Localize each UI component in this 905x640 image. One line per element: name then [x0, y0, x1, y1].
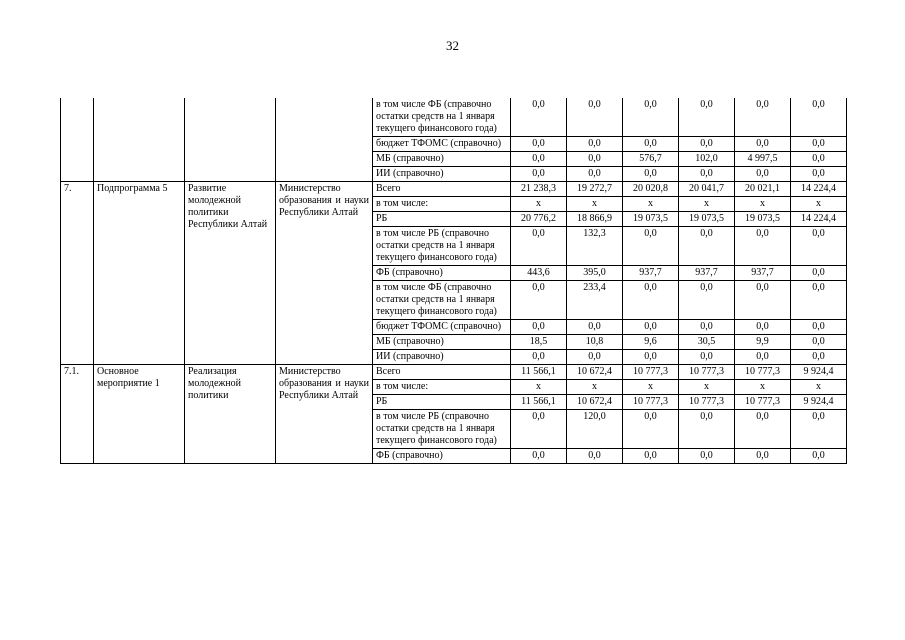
value-cell: 0,0 [623, 320, 679, 335]
value-cell: х [791, 380, 847, 395]
value-cell: 0,0 [679, 137, 735, 152]
value-cell: 0,0 [623, 410, 679, 449]
value-cell: 19 073,5 [623, 212, 679, 227]
row-number: 7.1. [61, 365, 94, 464]
value-cell: 0,0 [567, 98, 623, 137]
source-cell: в том числе РБ (справочно остатки средств на 1 января текущего финансового года) [373, 227, 511, 266]
value-cell: 0,0 [567, 320, 623, 335]
source-cell: Всего [373, 365, 511, 380]
value-cell: 0,0 [623, 167, 679, 182]
source-cell: ИИ (справочно) [373, 167, 511, 182]
value-cell: 0,0 [567, 449, 623, 464]
value-cell: 102,0 [679, 152, 735, 167]
value-cell: 20 020,8 [623, 182, 679, 197]
value-cell: х [623, 380, 679, 395]
value-cell: 120,0 [567, 410, 623, 449]
value-cell: 0,0 [679, 449, 735, 464]
value-cell: 0,0 [735, 410, 791, 449]
value-cell: 0,0 [511, 152, 567, 167]
value-cell: 11 566,1 [511, 365, 567, 380]
value-cell: 395,0 [567, 266, 623, 281]
value-cell: 0,0 [791, 98, 847, 137]
value-cell: 0,0 [791, 167, 847, 182]
value-cell: 937,7 [735, 266, 791, 281]
value-cell: 19 073,5 [679, 212, 735, 227]
source-cell: ИИ (справочно) [373, 350, 511, 365]
value-cell: х [679, 197, 735, 212]
value-cell: 0,0 [511, 410, 567, 449]
value-cell: 0,0 [735, 167, 791, 182]
value-cell: 0,0 [567, 167, 623, 182]
value-cell: 21 238,3 [511, 182, 567, 197]
value-cell: 0,0 [567, 137, 623, 152]
value-cell: 0,0 [791, 227, 847, 266]
value-cell: 0,0 [791, 350, 847, 365]
value-cell: 0,0 [567, 152, 623, 167]
value-cell: 132,3 [567, 227, 623, 266]
value-cell: 0,0 [735, 350, 791, 365]
program-name: Основное мероприятие 1 [94, 365, 185, 464]
budget-table [60, 98, 847, 464]
value-cell: 10 777,3 [679, 365, 735, 380]
name-cell [94, 98, 185, 182]
program-name: Подпрограмма 5 [94, 182, 185, 365]
value-cell: 10 672,4 [567, 365, 623, 380]
value-cell: 937,7 [623, 266, 679, 281]
value-cell: 0,0 [679, 350, 735, 365]
value-cell: 0,0 [623, 350, 679, 365]
page-number: 32 [446, 38, 459, 53]
value-cell: 0,0 [623, 137, 679, 152]
row-number: 7. [61, 182, 94, 365]
program-goal: Реализация молодежной политики [185, 365, 276, 464]
value-cell: 0,0 [679, 167, 735, 182]
value-cell: 10 777,3 [623, 395, 679, 410]
table-row [61, 182, 847, 197]
source-cell: РБ [373, 212, 511, 227]
source-cell: МБ (справочно) [373, 335, 511, 350]
value-cell: х [791, 197, 847, 212]
value-cell: 443,6 [511, 266, 567, 281]
value-cell: 0,0 [791, 137, 847, 152]
source-cell: Всего [373, 182, 511, 197]
value-cell: х [567, 380, 623, 395]
value-cell: 0,0 [679, 410, 735, 449]
value-cell: 18,5 [511, 335, 567, 350]
value-cell: 0,0 [735, 137, 791, 152]
value-cell: 0,0 [735, 320, 791, 335]
value-cell: 4 997,5 [735, 152, 791, 167]
value-cell: 10,8 [567, 335, 623, 350]
value-cell: 0,0 [623, 227, 679, 266]
value-cell: х [567, 197, 623, 212]
source-cell: ФБ (справочно) [373, 449, 511, 464]
value-cell: х [511, 197, 567, 212]
source-cell: в том числе: [373, 197, 511, 212]
value-cell: 0,0 [679, 227, 735, 266]
value-cell: 0,0 [791, 449, 847, 464]
value-cell: х [735, 380, 791, 395]
source-cell: в том числе ФБ (справочно остатки средств на 1 января текущего финансового года) [373, 98, 511, 137]
value-cell: 30,5 [679, 335, 735, 350]
value-cell: 0,0 [679, 281, 735, 320]
table-row [61, 365, 847, 380]
value-cell: 937,7 [679, 266, 735, 281]
value-cell: 10 777,3 [735, 365, 791, 380]
value-cell: 0,0 [791, 152, 847, 167]
value-cell: 18 866,9 [567, 212, 623, 227]
value-cell: 20 041,7 [679, 182, 735, 197]
source-cell: в том числе ФБ (справочно остатки средств на 1 января текущего финансового года) [373, 281, 511, 320]
value-cell: 14 224,4 [791, 182, 847, 197]
value-cell: х [511, 380, 567, 395]
value-cell: 0,0 [791, 266, 847, 281]
value-cell: 0,0 [791, 410, 847, 449]
value-cell: х [735, 197, 791, 212]
value-cell: 0,0 [623, 98, 679, 137]
value-cell: 0,0 [623, 449, 679, 464]
value-cell: 11 566,1 [511, 395, 567, 410]
value-cell: 0,0 [511, 350, 567, 365]
value-cell: 10 777,3 [623, 365, 679, 380]
value-cell: 9 924,4 [791, 395, 847, 410]
value-cell: 0,0 [511, 227, 567, 266]
source-cell: МБ (справочно) [373, 152, 511, 167]
num-cell [61, 98, 94, 182]
responsible-executor: Министерство образования и науки Республики Алтай [276, 365, 373, 464]
value-cell: 0,0 [511, 449, 567, 464]
table-row [61, 98, 847, 137]
source-cell: РБ [373, 395, 511, 410]
value-cell: 19 073,5 [735, 212, 791, 227]
executor-cell [276, 98, 373, 182]
value-cell: 576,7 [623, 152, 679, 167]
source-cell: бюджет ТФОМС (справочно) [373, 137, 511, 152]
value-cell: 0,0 [735, 449, 791, 464]
value-cell: 9 924,4 [791, 365, 847, 380]
source-cell: в том числе РБ (справочно остатки средств на 1 января текущего финансового года) [373, 410, 511, 449]
source-cell: в том числе: [373, 380, 511, 395]
value-cell: 10 672,4 [567, 395, 623, 410]
value-cell: 0,0 [791, 335, 847, 350]
value-cell: 0,0 [511, 167, 567, 182]
value-cell: 0,0 [511, 320, 567, 335]
goal-cell [185, 98, 276, 182]
value-cell: 233,4 [567, 281, 623, 320]
value-cell: 19 272,7 [567, 182, 623, 197]
value-cell: 20 776,2 [511, 212, 567, 227]
value-cell: 0,0 [791, 281, 847, 320]
value-cell: 0,0 [735, 227, 791, 266]
value-cell: 0,0 [791, 320, 847, 335]
value-cell: 10 777,3 [735, 395, 791, 410]
value-cell: 0,0 [735, 281, 791, 320]
source-cell: ФБ (справочно) [373, 266, 511, 281]
value-cell: 9,9 [735, 335, 791, 350]
value-cell: 0,0 [567, 350, 623, 365]
value-cell: х [623, 197, 679, 212]
value-cell: 0,0 [735, 98, 791, 137]
value-cell: 9,6 [623, 335, 679, 350]
value-cell: 0,0 [511, 281, 567, 320]
table-body [61, 98, 847, 464]
responsible-executor: Министерство образования и науки Республики Алтай [276, 182, 373, 365]
value-cell: 20 021,1 [735, 182, 791, 197]
value-cell: 0,0 [679, 320, 735, 335]
value-cell: 0,0 [511, 98, 567, 137]
value-cell: 10 777,3 [679, 395, 735, 410]
value-cell: 14 224,4 [791, 212, 847, 227]
value-cell: 0,0 [679, 98, 735, 137]
program-goal: Развитие молодежной политики Республики Алтай [185, 182, 276, 365]
source-cell: бюджет ТФОМС (справочно) [373, 320, 511, 335]
value-cell: 0,0 [511, 137, 567, 152]
value-cell: 0,0 [623, 281, 679, 320]
value-cell: х [679, 380, 735, 395]
